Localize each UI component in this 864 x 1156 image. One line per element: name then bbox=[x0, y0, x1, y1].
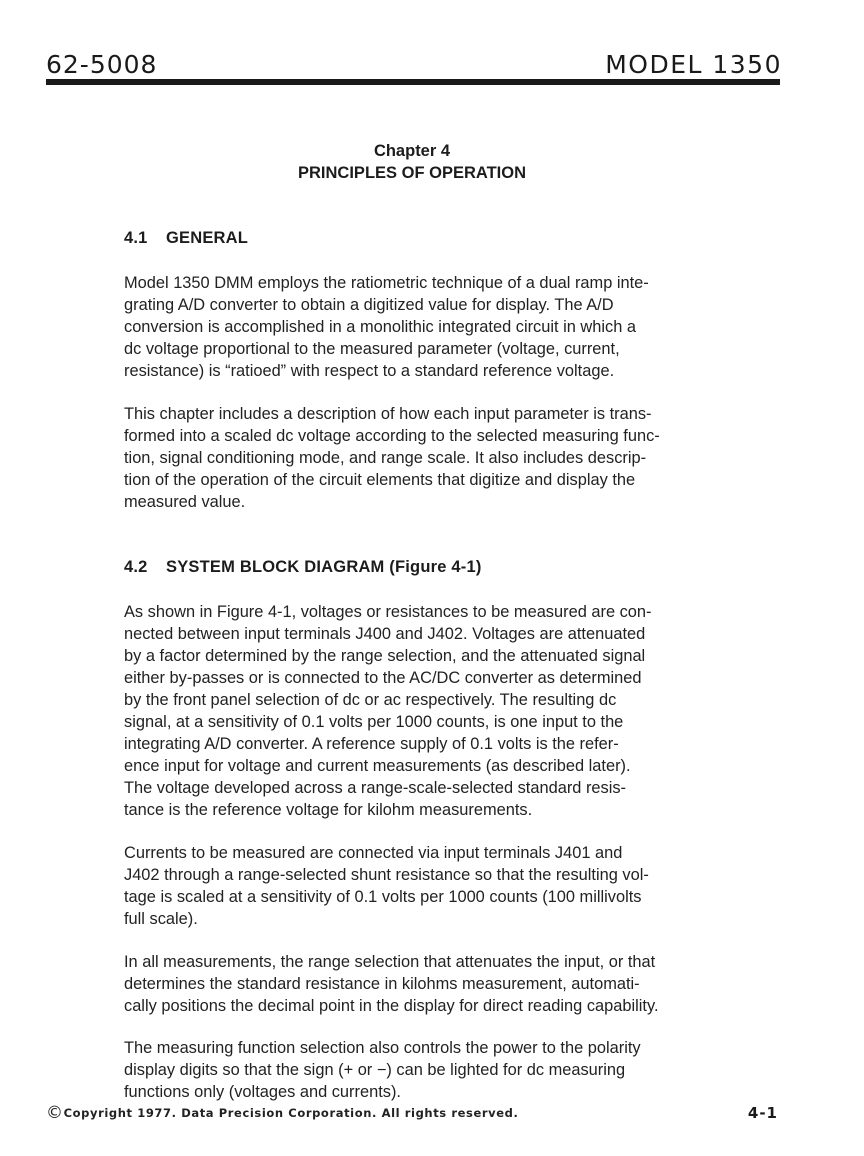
paragraph bbox=[124, 842, 704, 930]
text-line: Currents to be measured are connected via input terminals J401 and bbox=[124, 844, 623, 862]
text-line: tion of the operation of the circuit elements that digitize and display the bbox=[124, 471, 636, 489]
text-line: conversion is accomplished in a monolithic integrated circuit in which a bbox=[124, 318, 636, 336]
text-line: The voltage developed across a range-scale-selected standard resis- bbox=[124, 779, 627, 797]
text-line: J402 through a range-selected shunt resistance so that the resulting vol- bbox=[124, 866, 649, 884]
page-number: 4-1 bbox=[747, 1104, 778, 1122]
text-line: either by-passes or is connected to the AC/DC converter as determined bbox=[124, 669, 642, 687]
text-line: measured value. bbox=[124, 493, 246, 511]
text-line: resistance) is “ratioed” with respect to a standard reference voltage. bbox=[124, 362, 615, 380]
text-line: display digits so that the sign (+ or −) can be lighted for dc measuring bbox=[124, 1061, 626, 1079]
paragraph bbox=[124, 272, 704, 382]
text-line: dc voltage proportional to the measured parameter (voltage, current, bbox=[124, 340, 620, 358]
copyright-text: Copyright 1977. Data Precision Corporation. All rights reserved. bbox=[63, 1106, 519, 1120]
text-line: This chapter includes a description of how each input parameter is trans- bbox=[124, 405, 652, 423]
chapter-title: PRINCIPLES OF OPERATION bbox=[298, 164, 526, 182]
text-line: In all measurements, the range selection that attenuates the input, or that bbox=[124, 953, 656, 971]
chapter-label: Chapter 4 bbox=[373, 142, 451, 160]
section-heading bbox=[124, 229, 248, 248]
text-line: integrating A/D converter. A reference supply of 0.1 volts is the refer- bbox=[124, 735, 619, 753]
text-line: The measuring function selection also controls the power to the polarity bbox=[124, 1039, 641, 1057]
paragraph bbox=[124, 601, 704, 821]
paragraph bbox=[124, 1037, 704, 1103]
text-line: Model 1350 DMM employs the ratiometric technique of a dual ramp inte- bbox=[124, 274, 649, 292]
text-line: formed into a scaled dc voltage according to the selected measuring func- bbox=[124, 427, 660, 445]
header-rule bbox=[46, 79, 780, 85]
chapter-heading bbox=[0, 140, 824, 184]
section-number: 4.1 bbox=[124, 229, 148, 247]
text-line: cally positions the decimal point in the display for direct reading capability. bbox=[124, 997, 659, 1015]
document-number: 62-5008 bbox=[46, 50, 158, 79]
text-line: grating A/D converter to obtain a digitized value for display. The A/D bbox=[124, 296, 614, 314]
text-line: by a factor determined by the range selection, and the attenuated signal bbox=[124, 647, 646, 665]
section-title: SYSTEM BLOCK DIAGRAM (Figure 4-1) bbox=[166, 558, 482, 576]
text-line: determines the standard resistance in kilohms measurement, automati- bbox=[124, 975, 640, 993]
paragraph bbox=[124, 403, 704, 513]
section-heading bbox=[124, 558, 482, 577]
text-line: nected between input terminals J400 and J402. Voltages are attenuated bbox=[124, 625, 646, 643]
paragraph bbox=[124, 951, 704, 1017]
copyright-symbol: © bbox=[46, 1103, 64, 1123]
section-title: GENERAL bbox=[166, 229, 249, 247]
model-name: MODEL 1350 bbox=[605, 50, 782, 79]
copyright-notice bbox=[46, 1103, 518, 1123]
text-line: signal, at a sensitivity of 0.1 volts per 1000 counts, is one input to the bbox=[124, 713, 624, 731]
text-line: tage is scaled at a sensitivity of 0.1 volts per 1000 counts (100 millivolts bbox=[124, 888, 642, 906]
text-line: As shown in Figure 4-1, voltages or resistances to be measured are con- bbox=[124, 603, 652, 621]
text-line: by the front panel selection of dc or ac respectively. The resulting dc bbox=[124, 691, 617, 709]
text-line: functions only (voltages and currents). bbox=[124, 1083, 401, 1101]
section-number: 4.2 bbox=[124, 558, 148, 576]
text-line: full scale). bbox=[124, 910, 198, 928]
text-line: tion, signal conditioning mode, and range scale. It also includes descrip- bbox=[124, 449, 647, 467]
text-line: ence input for voltage and current measurements (as described later). bbox=[124, 757, 631, 775]
text-line: tance is the reference voltage for kilohm measurements. bbox=[124, 801, 533, 819]
